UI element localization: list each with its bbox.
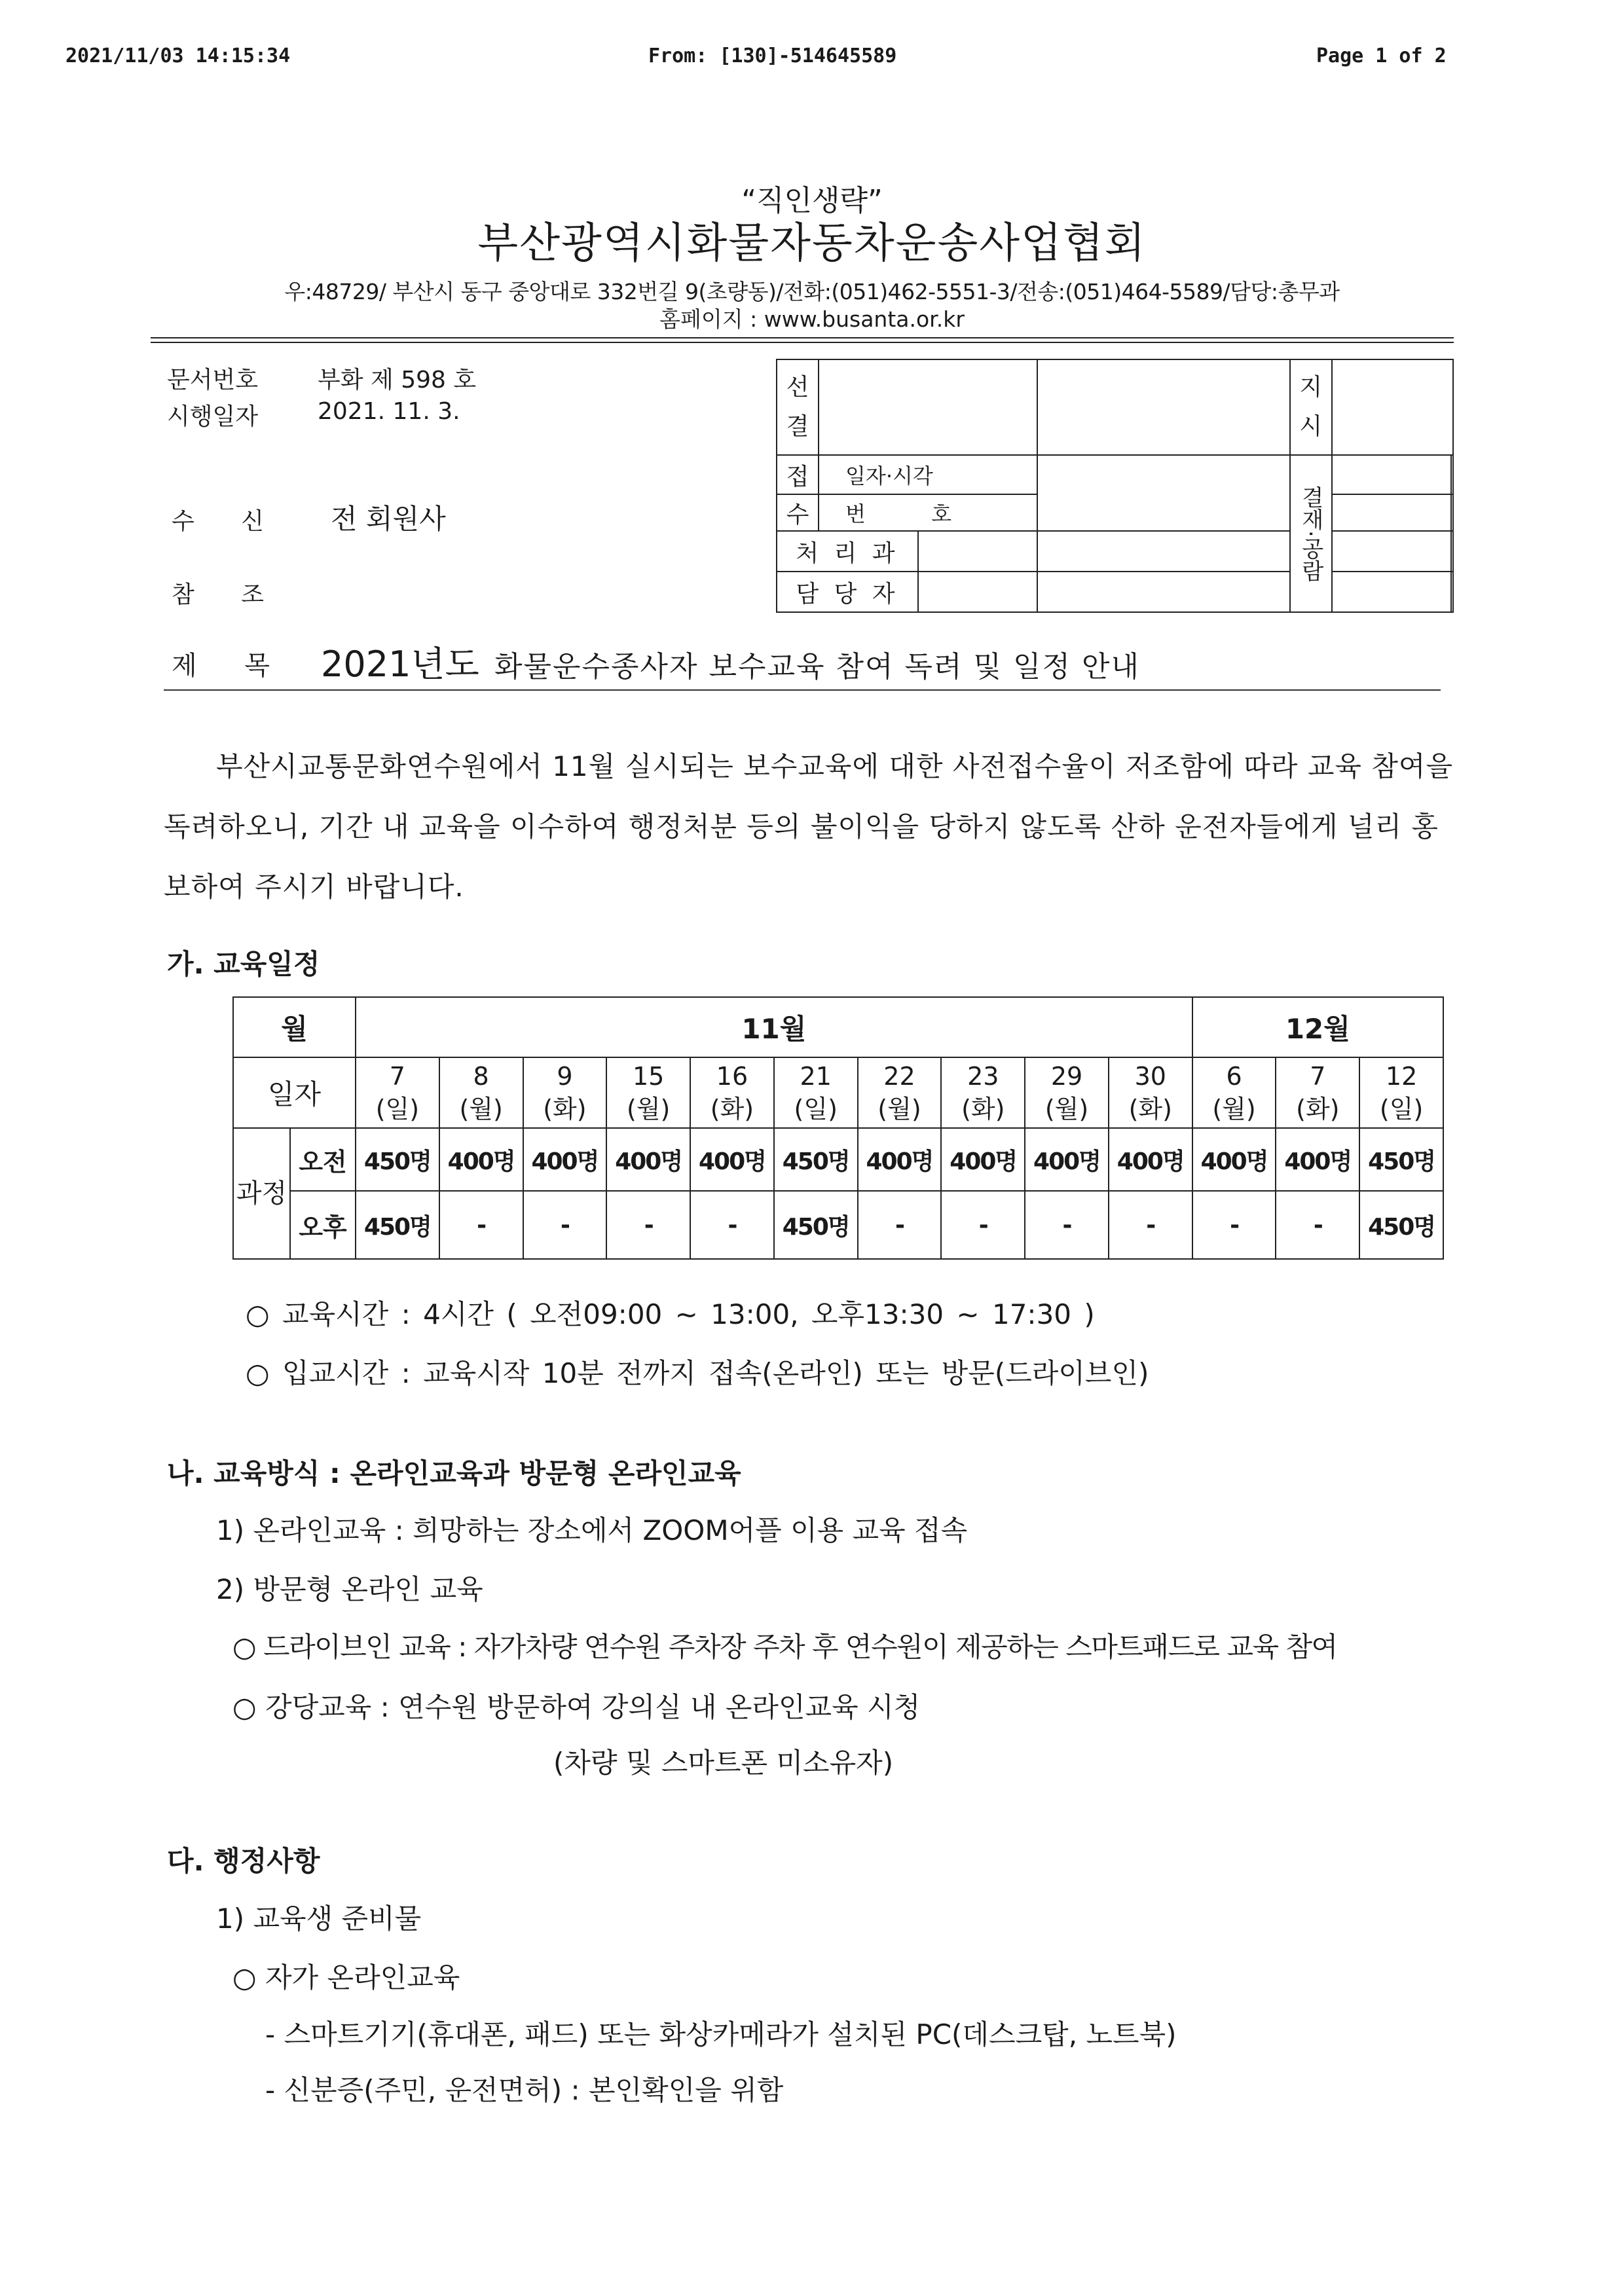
schedule-date: 12 (일): [1359, 1057, 1443, 1128]
schedule-date: 8 (월): [439, 1057, 523, 1128]
approval-box: [776, 359, 1454, 613]
schedule-am-cell: 400명: [1276, 1128, 1359, 1191]
schedule-pm-cell: -: [1025, 1191, 1109, 1259]
approval-jeop: 접: [777, 455, 819, 494]
am-label: 오전: [290, 1128, 356, 1191]
subject-underline: [164, 689, 1441, 691]
schedule-table: [232, 996, 1444, 1260]
fax-page: Page 1 of 2: [1316, 45, 1447, 67]
schedule-date: 22 (월): [858, 1057, 942, 1128]
section-b-item2: 2) 방문형 온라인 교육: [216, 1573, 483, 1605]
approval-person: 담 당 자: [777, 572, 918, 612]
approval-date-time: 일자·시각: [819, 455, 1037, 494]
schedule-pm-cell: -: [858, 1191, 942, 1259]
approval-seon-gyeol: 선 결: [777, 359, 819, 455]
schedule-am-cell: 450명: [1359, 1128, 1443, 1191]
schedule-date: 30 (화): [1109, 1057, 1192, 1128]
section-c-sub1: ○ 자가 온라인교육: [232, 1961, 460, 1994]
org-address: 우:48729/ 부산시 동구 중앙대로 332번길 9(초량동)/전화:(051)462-5551-3/전송:(051)464-5589/담당:총무과: [284, 279, 1340, 304]
schedule-date: 6 (월): [1192, 1057, 1276, 1128]
org-homepage: 홈페이지 : www.busanta.or.kr: [659, 306, 965, 332]
schedule-date: 15 (월): [606, 1057, 690, 1128]
ref-label: 참 조: [172, 581, 264, 608]
schedule-date: 23 (화): [941, 1057, 1025, 1128]
schedule-am-cell: 400명: [1192, 1128, 1276, 1191]
section-a-heading: 가. 교육일정: [167, 948, 320, 980]
approval-side: 결재·공람: [1290, 455, 1332, 612]
course-label: 과정: [233, 1128, 290, 1259]
schedule-date: 16 (화): [690, 1057, 774, 1128]
approval-dept: 처 리 과: [777, 531, 918, 572]
schedule-am-cell: 400명: [858, 1128, 942, 1191]
date-label: 시행일자: [167, 403, 259, 430]
schedule-am-cell: 400명: [523, 1128, 607, 1191]
section-b-item1: 1) 온라인교육 : 희망하는 장소에서 ZOOM어플 이용 교육 접속: [216, 1514, 968, 1546]
subject-label: 제 목: [172, 651, 270, 681]
approval-su: 수: [777, 494, 819, 531]
month-label: 월: [233, 997, 356, 1057]
header-divider: [151, 337, 1454, 343]
subject-year: 2021년도: [321, 644, 479, 685]
schedule-am-cell: 400명: [941, 1128, 1025, 1191]
schedule-am-cell: 400명: [1109, 1128, 1192, 1191]
pm-label: 오후: [290, 1191, 356, 1259]
recipient-label: 수 신: [172, 508, 264, 535]
date-label: 일자: [233, 1057, 356, 1128]
approval-ji-si: 지 시: [1290, 359, 1332, 455]
fax-from: From: [130]-514645589: [648, 45, 897, 67]
schedule-pm-cell: -: [1109, 1191, 1192, 1259]
note-entry-time: ○ 입교시간 : 교육시작 10분 전까지 접속(온라인) 또는 방문(드라이브인): [246, 1357, 1149, 1389]
schedule-pm-cell: 450명: [1359, 1191, 1443, 1259]
section-c-dash2: - 신분증(주민, 운전면허) : 본인확인을 위함: [265, 2074, 784, 2106]
month-nov: 11월: [356, 997, 1192, 1057]
schedule-pm-cell: -: [1192, 1191, 1276, 1259]
recipient: 전 회원사: [331, 503, 446, 535]
schedule-am-cell: 400명: [1025, 1128, 1109, 1191]
section-b-sub2: ○ 강당교육 : 연수원 방문하여 강의실 내 온라인교육 시청: [232, 1691, 921, 1723]
schedule-date: 29 (월): [1025, 1057, 1109, 1128]
schedule-pm-cell: 450명: [356, 1191, 439, 1259]
schedule-am-cell: 400명: [606, 1128, 690, 1191]
doc-no-label: 문서번호: [167, 367, 259, 393]
month-dec: 12월: [1192, 997, 1443, 1057]
schedule-pm-cell: 450명: [774, 1191, 858, 1259]
schedule-am-cell: 450명: [356, 1128, 439, 1191]
subject: 화물운수종사자 보수교육 참여 독려 및 일정 안내: [494, 650, 1140, 683]
section-c-item1: 1) 교육생 준비물: [216, 1903, 422, 1935]
org-name: 부산광역시화물자동차운송사업협회: [477, 219, 1147, 268]
schedule-am-cell: 400명: [439, 1128, 523, 1191]
schedule-am-cell: 450명: [774, 1128, 858, 1191]
schedule-date: 7 (화): [1276, 1057, 1359, 1128]
body-paragraph: 부산시교통문화연수원에서 11월 실시되는 보수교육에 대한 사전접수율이 저조함에 따라 교육 참여을 독려하오니, 기간 내 교육을 이수하여 행정처분 등의 불이익을 당하지 않도록 산하 운전자들에게 널리 홍보하여 주시기 바랍니다.: [164, 750, 1454, 903]
approval-number: 번 호: [819, 494, 1037, 531]
fax-timestamp: 2021/11/03 14:15:34: [65, 45, 291, 67]
schedule-date: 9 (화): [523, 1057, 607, 1128]
doc-no: 부화 제 598 호: [318, 367, 477, 393]
schedule-date: 21 (일): [774, 1057, 858, 1128]
schedule-pm-cell: -: [439, 1191, 523, 1259]
schedule-pm-cell: -: [523, 1191, 607, 1259]
section-b-sub2-note: (차량 및 스마트폰 미소유자): [553, 1747, 894, 1779]
section-c-heading: 다. 행정사항: [167, 1845, 320, 1877]
schedule-am-cell: 400명: [690, 1128, 774, 1191]
doc-date: 2021. 11. 3.: [318, 398, 460, 425]
schedule-pm-cell: -: [1276, 1191, 1359, 1259]
schedule-date: 7 (일): [356, 1057, 439, 1128]
schedule-pm-cell: -: [690, 1191, 774, 1259]
motto: “직인생략”: [741, 184, 883, 217]
section-c-dash1: - 스마트기기(휴대폰, 패드) 또는 화상카메라가 설치된 PC(데스크탑, 노트북): [265, 2018, 1177, 2050]
schedule-pm-cell: -: [606, 1191, 690, 1259]
section-b-heading: 나. 교육방식 : 온라인교육과 방문형 온라인교육: [167, 1457, 741, 1489]
section-b-sub1: ○ 드라이브인 교육 : 자가차량 연수원 주차장 주차 후 연수원이 제공하는 스마트패드로 교육 참여: [232, 1631, 1337, 1663]
note-edu-time: ○ 교육시간 : 4시간 ( 오전09:00 ~ 13:00, 오후13:30 ~ 17:30 ): [246, 1298, 1095, 1330]
schedule-pm-cell: -: [941, 1191, 1025, 1259]
